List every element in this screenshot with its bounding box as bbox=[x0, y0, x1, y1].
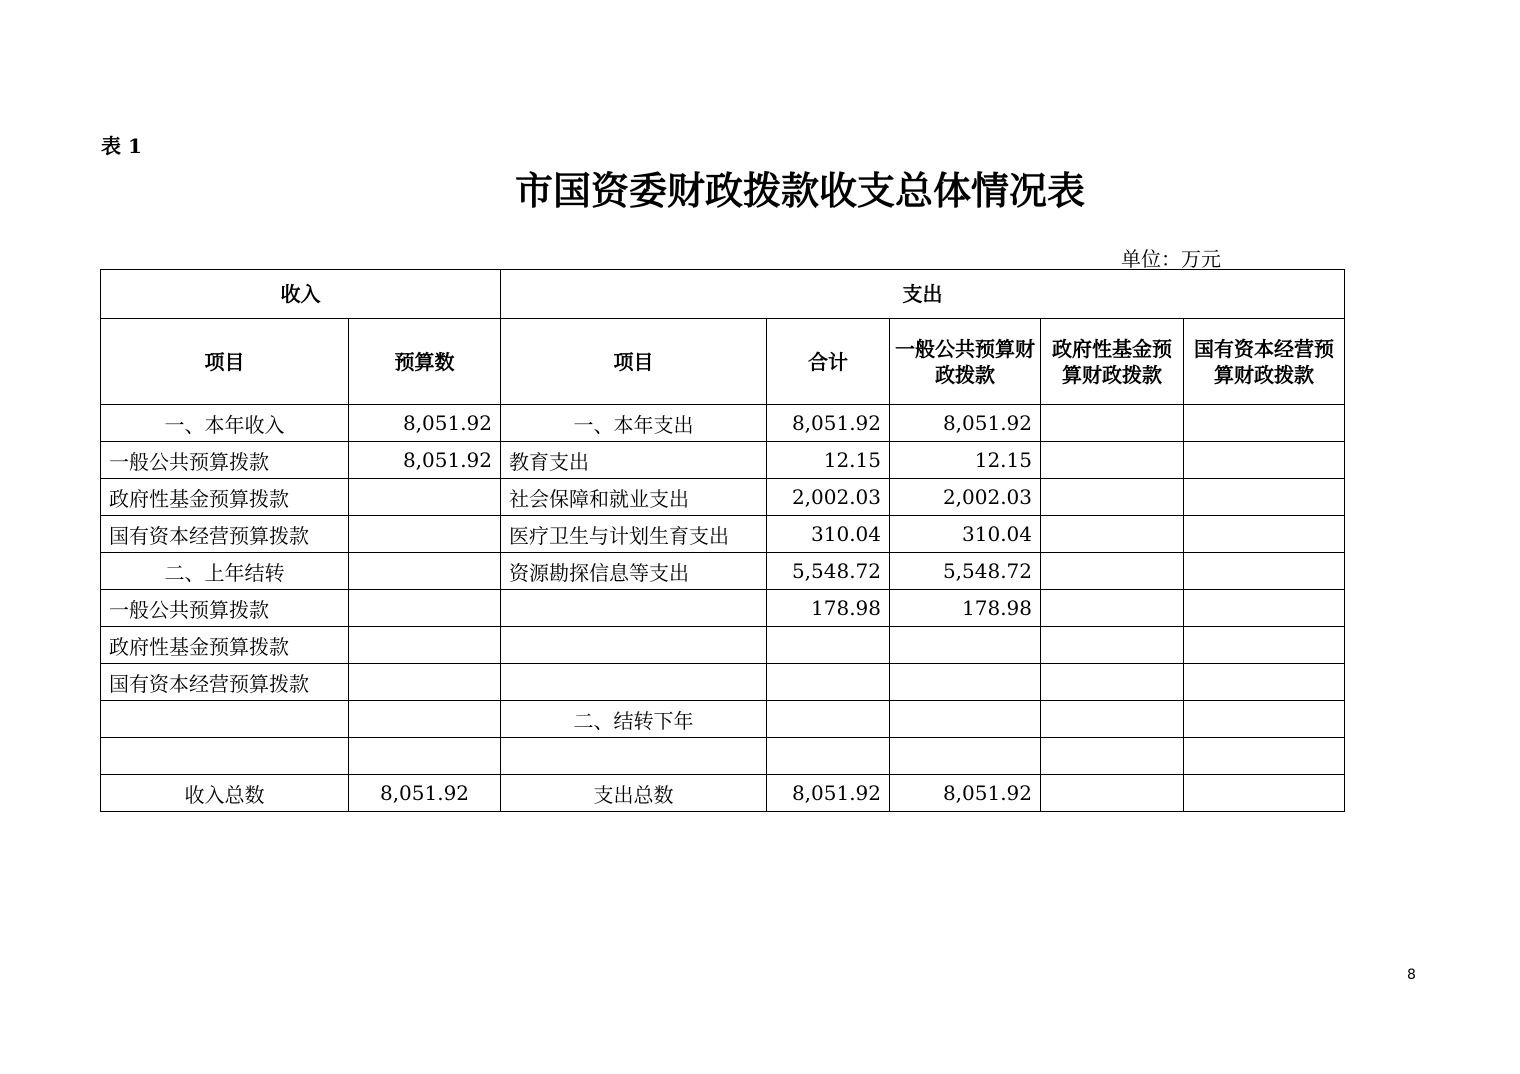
table-cell-inc-item: 收入总数 bbox=[101, 775, 349, 812]
table-cell-capital bbox=[1184, 775, 1345, 812]
table-cell-total bbox=[767, 701, 890, 738]
table-row bbox=[101, 738, 1345, 775]
table-row bbox=[101, 553, 1345, 590]
group-header-row bbox=[101, 270, 1345, 319]
table-cell-general bbox=[890, 627, 1041, 664]
table-cell-general: 8,051.92 bbox=[890, 775, 1041, 812]
table-cell-total bbox=[767, 738, 890, 775]
table-cell-capital bbox=[1184, 553, 1345, 590]
table-cell-inc-item: 一、本年收入 bbox=[101, 405, 349, 442]
table-cell-general bbox=[890, 664, 1041, 701]
table-cell-exp-item: 社会保障和就业支出 bbox=[501, 479, 767, 516]
table-row bbox=[101, 442, 1345, 479]
table-cell-inc-item bbox=[101, 738, 349, 775]
table-cell-inc-budget bbox=[349, 479, 501, 516]
table-cell-fund bbox=[1041, 627, 1184, 664]
table-cell-fund bbox=[1041, 775, 1184, 812]
table-cell-fund bbox=[1041, 590, 1184, 627]
income-item-header: 项目 bbox=[101, 319, 349, 405]
table-cell-inc-item: 一般公共预算拨款 bbox=[101, 590, 349, 627]
state-capital-header: 国有资本经营预算财政拨款 bbox=[1184, 319, 1345, 405]
table-row bbox=[101, 664, 1345, 701]
table-row bbox=[101, 627, 1345, 664]
table-cell-inc-budget bbox=[349, 553, 501, 590]
table-cell-inc-item bbox=[101, 701, 349, 738]
table-cell-total: 8,051.92 bbox=[767, 405, 890, 442]
table-label: 表 1 bbox=[101, 134, 142, 158]
income-budget-header: 预算数 bbox=[349, 319, 501, 405]
table-cell-fund bbox=[1041, 405, 1184, 442]
table-cell-general: 2,002.03 bbox=[890, 479, 1041, 516]
gov-fund-header: 政府性基金预算财政拨款 bbox=[1041, 319, 1184, 405]
table-cell-capital bbox=[1184, 701, 1345, 738]
budget-table bbox=[100, 269, 1345, 812]
table-cell-inc-budget: 8,051.92 bbox=[349, 405, 501, 442]
table-cell-inc-item: 国有资本经营预算拨款 bbox=[101, 664, 349, 701]
general-public-header: 一般公共预算财政拨款 bbox=[890, 319, 1041, 405]
table-cell-inc-item: 一般公共预算拨款 bbox=[101, 442, 349, 479]
table-cell-general: 178.98 bbox=[890, 590, 1041, 627]
table-cell-total: 8,051.92 bbox=[767, 775, 890, 812]
table-row bbox=[101, 701, 1345, 738]
column-header-row bbox=[101, 319, 1345, 405]
expense-group-header: 支出 bbox=[501, 270, 1345, 319]
table-cell-exp-item bbox=[501, 627, 767, 664]
table-cell-inc-item: 政府性基金预算拨款 bbox=[101, 627, 349, 664]
table-cell-inc-budget bbox=[349, 516, 501, 553]
table-cell-general: 310.04 bbox=[890, 516, 1041, 553]
table-cell-inc-budget bbox=[349, 701, 501, 738]
table-cell-capital bbox=[1184, 516, 1345, 553]
table-cell-capital bbox=[1184, 405, 1345, 442]
table-row bbox=[101, 775, 1345, 812]
table-cell-inc-budget bbox=[349, 590, 501, 627]
unit-label: 单位：万元 bbox=[1121, 247, 1221, 271]
table-cell-general bbox=[890, 738, 1041, 775]
table-cell-exp-item: 支出总数 bbox=[501, 775, 767, 812]
table-cell-inc-item: 二、上年结转 bbox=[101, 553, 349, 590]
table-cell-general: 8,051.92 bbox=[890, 405, 1041, 442]
table-cell-capital bbox=[1184, 442, 1345, 479]
table-cell-inc-budget: 8,051.92 bbox=[349, 775, 501, 812]
table-cell-capital bbox=[1184, 627, 1345, 664]
table-cell-exp-item bbox=[501, 738, 767, 775]
table-cell-inc-budget bbox=[349, 627, 501, 664]
table-cell-general: 5,548.72 bbox=[890, 553, 1041, 590]
table-cell-general bbox=[890, 701, 1041, 738]
table-cell-fund bbox=[1041, 479, 1184, 516]
table-row bbox=[101, 405, 1345, 442]
table-cell-capital bbox=[1184, 738, 1345, 775]
expense-item-header: 项目 bbox=[501, 319, 767, 405]
table-cell-total: 178.98 bbox=[767, 590, 890, 627]
total-header: 合计 bbox=[767, 319, 890, 405]
table-cell-total bbox=[767, 627, 890, 664]
table-cell-capital bbox=[1184, 479, 1345, 516]
table-cell-exp-item: 医疗卫生与计划生育支出 bbox=[501, 516, 767, 553]
table-cell-capital bbox=[1184, 664, 1345, 701]
table-cell-total: 5,548.72 bbox=[767, 553, 890, 590]
table-cell-general: 12.15 bbox=[890, 442, 1041, 479]
table-cell-fund bbox=[1041, 442, 1184, 479]
table-cell-inc-item: 国有资本经营预算拨款 bbox=[101, 516, 349, 553]
table-cell-exp-item: 资源勘探信息等支出 bbox=[501, 553, 767, 590]
table-cell-total bbox=[767, 664, 890, 701]
table-cell-fund bbox=[1041, 664, 1184, 701]
page-number: 8 bbox=[1407, 967, 1416, 983]
table-cell-fund bbox=[1041, 516, 1184, 553]
page-title: 市国资委财政拨款收支总体情况表 bbox=[514, 169, 1085, 213]
table-cell-exp-item bbox=[501, 664, 767, 701]
table-cell-capital bbox=[1184, 590, 1345, 627]
table-cell-exp-item: 一、本年支出 bbox=[501, 405, 767, 442]
table-cell-fund bbox=[1041, 738, 1184, 775]
table-cell-fund bbox=[1041, 701, 1184, 738]
table-cell-inc-budget bbox=[349, 738, 501, 775]
table-cell-exp-item: 二、结转下年 bbox=[501, 701, 767, 738]
table-cell-total: 2,002.03 bbox=[767, 479, 890, 516]
table-row bbox=[101, 479, 1345, 516]
table-cell-exp-item: 教育支出 bbox=[501, 442, 767, 479]
table-cell-total: 12.15 bbox=[767, 442, 890, 479]
table-cell-inc-budget: 8,051.92 bbox=[349, 442, 501, 479]
table-cell-inc-budget bbox=[349, 664, 501, 701]
table-cell-inc-item: 政府性基金预算拨款 bbox=[101, 479, 349, 516]
table-cell-fund bbox=[1041, 553, 1184, 590]
table-cell-exp-item bbox=[501, 590, 767, 627]
table-row bbox=[101, 516, 1345, 553]
income-group-header: 收入 bbox=[101, 270, 501, 319]
table-cell-total: 310.04 bbox=[767, 516, 890, 553]
table-row bbox=[101, 590, 1345, 627]
